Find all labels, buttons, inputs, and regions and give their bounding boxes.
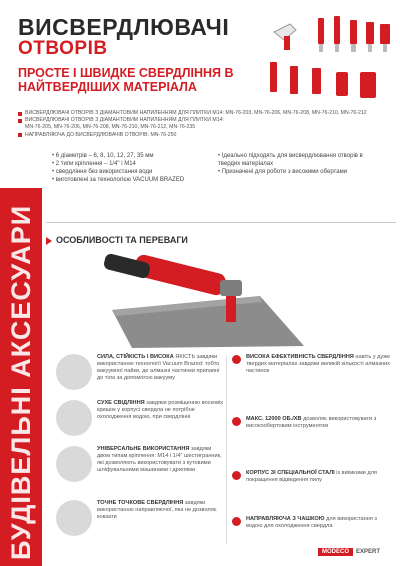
detail-head: ВИСОКА ЕФЕКТИВНІСТЬ СВЕРДЛІННЯ <box>246 354 354 360</box>
detail-body: дозволяє використовувати з високообертовим інструментом <box>246 416 377 429</box>
models-line: ВИСВЕРДЛЮВАЧІ ОТВОРІВ З ДІАМАНТОВИМ НАПИЛЕННЯМ ДЛЯ ПЛИТКИ М14: <box>25 117 224 124</box>
detail-head: НАПРАВЛЯЮЧА З ЧАШКОЮ <box>246 516 325 522</box>
models-line: НАПРАВЛЯЮЧА ДО ВИСВЕРДЛЮВАЧІВ ОТВОРІВ: MN-76-250 <box>25 131 177 138</box>
detail-body: із виїмками для покращення відведення пилу <box>246 470 377 483</box>
bullet-dot-icon <box>232 417 241 426</box>
drill-bit-icon <box>56 446 92 482</box>
detail-head: УНІВЕРСАЛЬНЕ ВИКОРИСТАННЯ <box>97 446 190 452</box>
angle-grinder-icon <box>274 24 296 50</box>
brand-name: MODECO <box>318 548 353 556</box>
detail-body: ЯКІСТЬ завдяки використанню технології Vacuum Brazed: тобто вакуумної пайки, де алмазні частинки припаяні до тіла за допомогою вакууму <box>97 354 220 381</box>
detail-item <box>232 354 394 375</box>
detail-head: ТОЧНЕ ТОЧКОВЕ СВЕРДЛІННЯ <box>97 500 184 506</box>
feature-item: • виготовлені за технологією VACUUM BRAZED <box>52 176 202 184</box>
drill-bit-icon <box>56 400 92 436</box>
divider <box>226 356 227 544</box>
products-image <box>256 10 394 110</box>
brand-suffix: EXPERT <box>356 549 381 555</box>
feature-item: • Ідеально підходять для висвердлювання отворів в твердих матеріалах <box>218 152 368 168</box>
page-title: ВИСВЕРДЛЮВАЧІ <box>18 14 230 40</box>
detail-body: завдяки розміщенню восковіх кришок у корпусі свердла не потрібне охолодження водою, при свердлінні <box>97 400 224 420</box>
detail-head: МАКС. 12000 ОБ./ХВ <box>246 416 302 422</box>
detail-head: СУХЕ СВІДЛІННЯ <box>97 400 145 406</box>
feature-item: • Призначені для роботи з високими обертами <box>218 168 368 176</box>
models-line: MN-76-205, MN-76-206, MN-76-208, MN-76-210, MN-76-212, MN-76-235 <box>25 124 196 131</box>
feature-item: • свердління без використання води <box>52 168 202 176</box>
section-title: ОСОБЛИВОСТІ ТА ПЕРЕВАГИ <box>56 235 188 245</box>
feature-item: • 2 типи кріплення – 1/4" і M14 <box>52 160 202 168</box>
side-label: БУДІВЕЛЬНІ АКСЕСУАРИ <box>6 204 36 560</box>
detail-item <box>232 416 394 430</box>
detail-head: КОРПУС ЗІ СПЕЦІАЛЬНОЇ СТАЛІ <box>246 470 335 476</box>
detail-body: завдяки використанню направляючої, яка не дозволяє ковзати <box>97 500 217 520</box>
usage-photo <box>72 252 320 348</box>
detail-item <box>232 470 394 484</box>
detail-body: завдяки двом типам кріплення: M14 і 1/4" шестигранник, які дозволяють використовувати з кутовими шліфувальними машинами і дрилями <box>97 446 222 473</box>
detail-item <box>56 400 224 436</box>
arrow-icon <box>46 237 52 245</box>
page-subtitle: ПРОСТЕ І ШВИДКЕ СВЕРДЛІННЯ В НАЙТВЕРДІШИХ МАТЕРІАЛА <box>18 66 234 94</box>
drill-bit-icon <box>56 500 92 536</box>
bullet-dot-icon <box>232 471 241 480</box>
detail-body: навіть у дуже твердих матеріалах завдяки великій кількості алмазних частинок <box>246 354 391 374</box>
bullet-dot-icon <box>232 355 241 364</box>
detail-item <box>232 516 394 530</box>
detail-item <box>56 446 224 482</box>
brand-logo <box>318 548 380 556</box>
bullet-dot-icon <box>232 517 241 526</box>
page-title-accent: ОТВОРІВ <box>18 38 108 59</box>
drill-bit-icon <box>56 354 92 390</box>
detail-item <box>56 354 224 390</box>
detail-head: СИЛА, СТІЙКІСТЬ І ВИСОКА <box>97 354 174 360</box>
features <box>52 152 372 184</box>
feature-item: • 6 діаметрів – 6, 8, 10, 12, 27, 35 мм <box>52 152 202 160</box>
detail-body: для використання з водою для охолодження свердла <box>246 516 377 529</box>
models-line: ВИСВЕРДЛЮВАЧІ ОТВОРІВ З ДІАМАНТОВИМ НАПИЛЕННЯМ ДЛЯ ПЛИТКИ М14: MN-76-203, MN-76-206, MN-76-208, MN-76-210, MN-76-212 <box>25 110 367 116</box>
divider <box>46 222 396 223</box>
detail-item <box>56 500 224 536</box>
models-list <box>18 110 390 139</box>
